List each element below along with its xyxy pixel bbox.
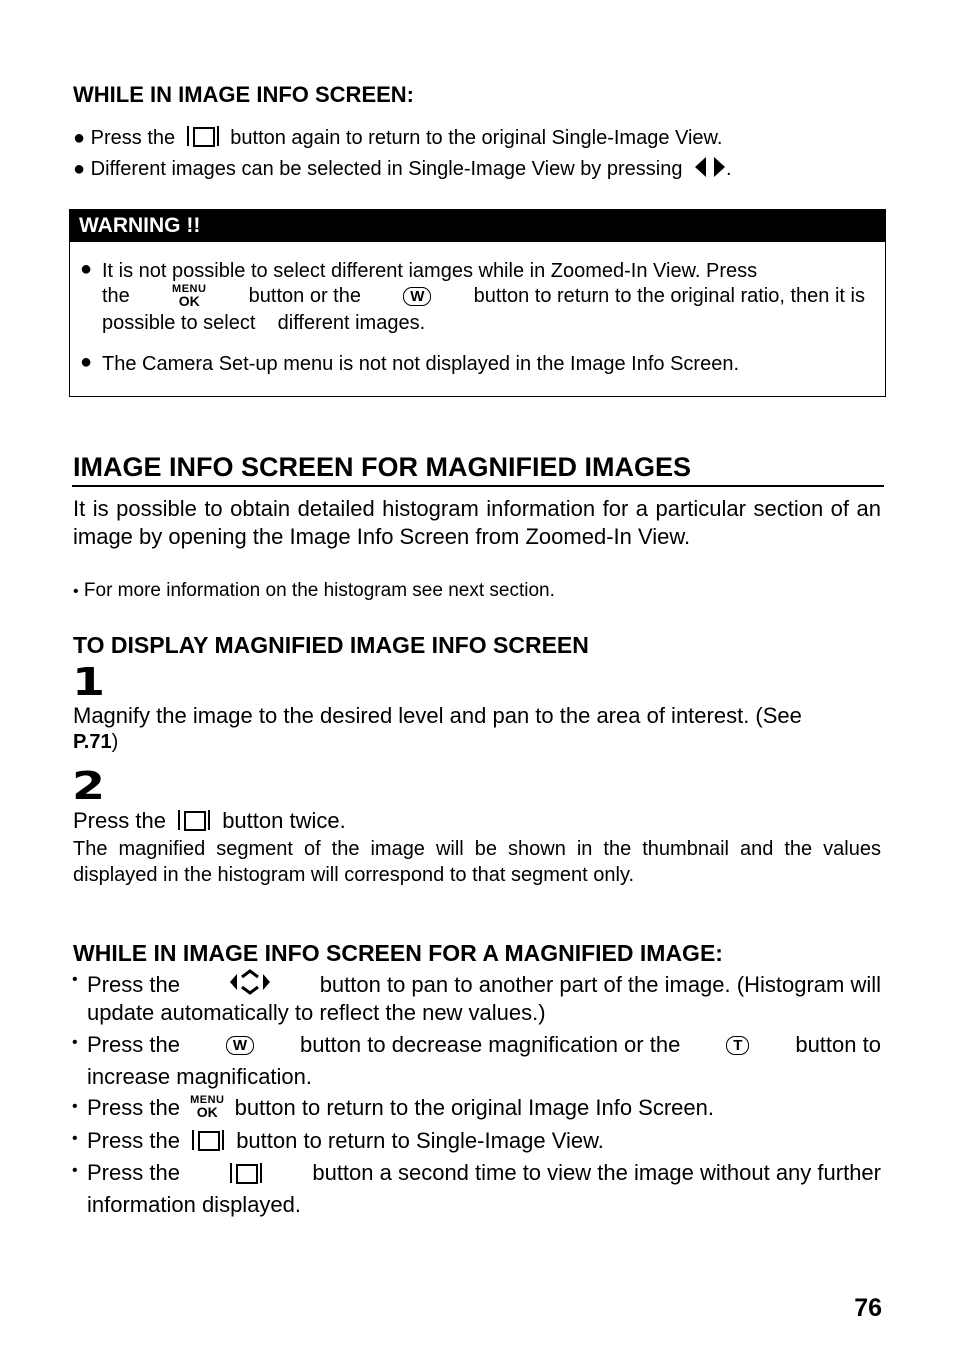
list-item: Press the button a second time to view the image without any further xyxy=(87,1160,881,1185)
page-number: 76 xyxy=(854,1294,882,1322)
bullet-icon: • xyxy=(72,1034,78,1051)
list-item: Press the button to return to Single-Image View. xyxy=(87,1128,604,1153)
step-text: Press the button twice. xyxy=(73,808,346,833)
left-right-arrows-icon xyxy=(694,156,726,184)
bullet-icon: • xyxy=(72,1098,78,1115)
list-item: ● Different images can be selected in Single-Image View by pressing . xyxy=(73,156,883,184)
step-description: The magnified segment of the image will be shown in the thumbnail and the values displayed in the histogram will correspond to that segment only. xyxy=(73,838,881,886)
menu-ok-button-icon: MENU OK xyxy=(190,1094,225,1120)
list-item-continued: update automatically to reflect the new values.) xyxy=(87,1000,546,1025)
bullet-icon: • xyxy=(73,583,79,600)
section-heading-magnified-info: WHILE IN IMAGE INFO SCREEN FOR A MAGNIFIED IMAGE: xyxy=(73,940,723,966)
display-button-icon xyxy=(192,1130,224,1150)
section-heading-display: TO DISPLAY MAGNIFIED IMAGE INFO SCREEN xyxy=(73,632,589,658)
bullet-icon: ● xyxy=(73,158,86,180)
wide-button-icon: W xyxy=(226,1036,254,1055)
section-heading-image-info: WHILE IN IMAGE INFO SCREEN: xyxy=(73,82,414,107)
warning-item-text: The Camera Set-up menu is not not displayed in the Image Info Screen. xyxy=(102,353,740,375)
section-paragraph: It is possible to obtain detailed histogram information for a particular section of an image by opening the Image Info Screen from Zoomed-In View. xyxy=(73,496,881,549)
divider xyxy=(72,485,884,487)
bullet-text: button again to return to the original Single-Image View. xyxy=(230,127,723,149)
display-button-icon xyxy=(178,810,210,830)
warning-item-text: It is not possible to select different iamges while in Zoomed-In View. Press xyxy=(102,260,758,282)
list-item-continued: information displayed. xyxy=(87,1192,302,1217)
bullet-icon: • xyxy=(72,1162,78,1179)
four-way-arrows-icon xyxy=(229,969,271,1001)
bullet-icon: • xyxy=(72,1130,78,1147)
section-note: • For more information on the histogram see next section. xyxy=(73,580,555,601)
step-number: 2 xyxy=(72,764,106,808)
bullet-text: Different images can be selected in Single-Image View by pressing xyxy=(90,158,683,180)
list-item xyxy=(73,126,883,150)
display-button-icon xyxy=(187,126,219,146)
step-reference: P.71) xyxy=(73,731,119,753)
list-item-continued: increase magnification. xyxy=(87,1064,313,1089)
warning-item-text: possible to select different images. xyxy=(102,312,426,334)
bullet-icon: • xyxy=(72,971,78,988)
warning-item-line: the MENU OK button or the W button to return to the original ratio, then it is xyxy=(102,283,865,309)
page-reference: P.71 xyxy=(73,731,112,753)
bullet-icon: ● xyxy=(80,351,93,373)
bullet-icon: ● xyxy=(80,258,93,280)
warning-title: WARNING !! xyxy=(70,210,885,242)
display-button-icon xyxy=(230,1163,262,1183)
step-number: 1 xyxy=(72,660,106,704)
list-item: Press the W button to decrease magnification or the T button to xyxy=(87,1032,881,1057)
menu-ok-button-icon: MENU OK xyxy=(172,283,207,309)
list-item: Press the MENU OK button to return to the original Image Info Screen. xyxy=(87,1094,714,1120)
wide-button-icon: W xyxy=(403,287,431,306)
section-heading-magnified: IMAGE INFO SCREEN FOR MAGNIFIED IMAGES xyxy=(73,452,692,482)
bullet-icon: ● xyxy=(73,127,86,149)
step-text: Magnify the image to the desired level and pan to the area of interest. (See xyxy=(73,703,802,728)
tele-button-icon: T xyxy=(726,1036,749,1055)
bullet-text: Press the xyxy=(90,127,176,149)
list-item: Press the button to pan to another part of the image. (Histogram will xyxy=(87,969,881,1001)
